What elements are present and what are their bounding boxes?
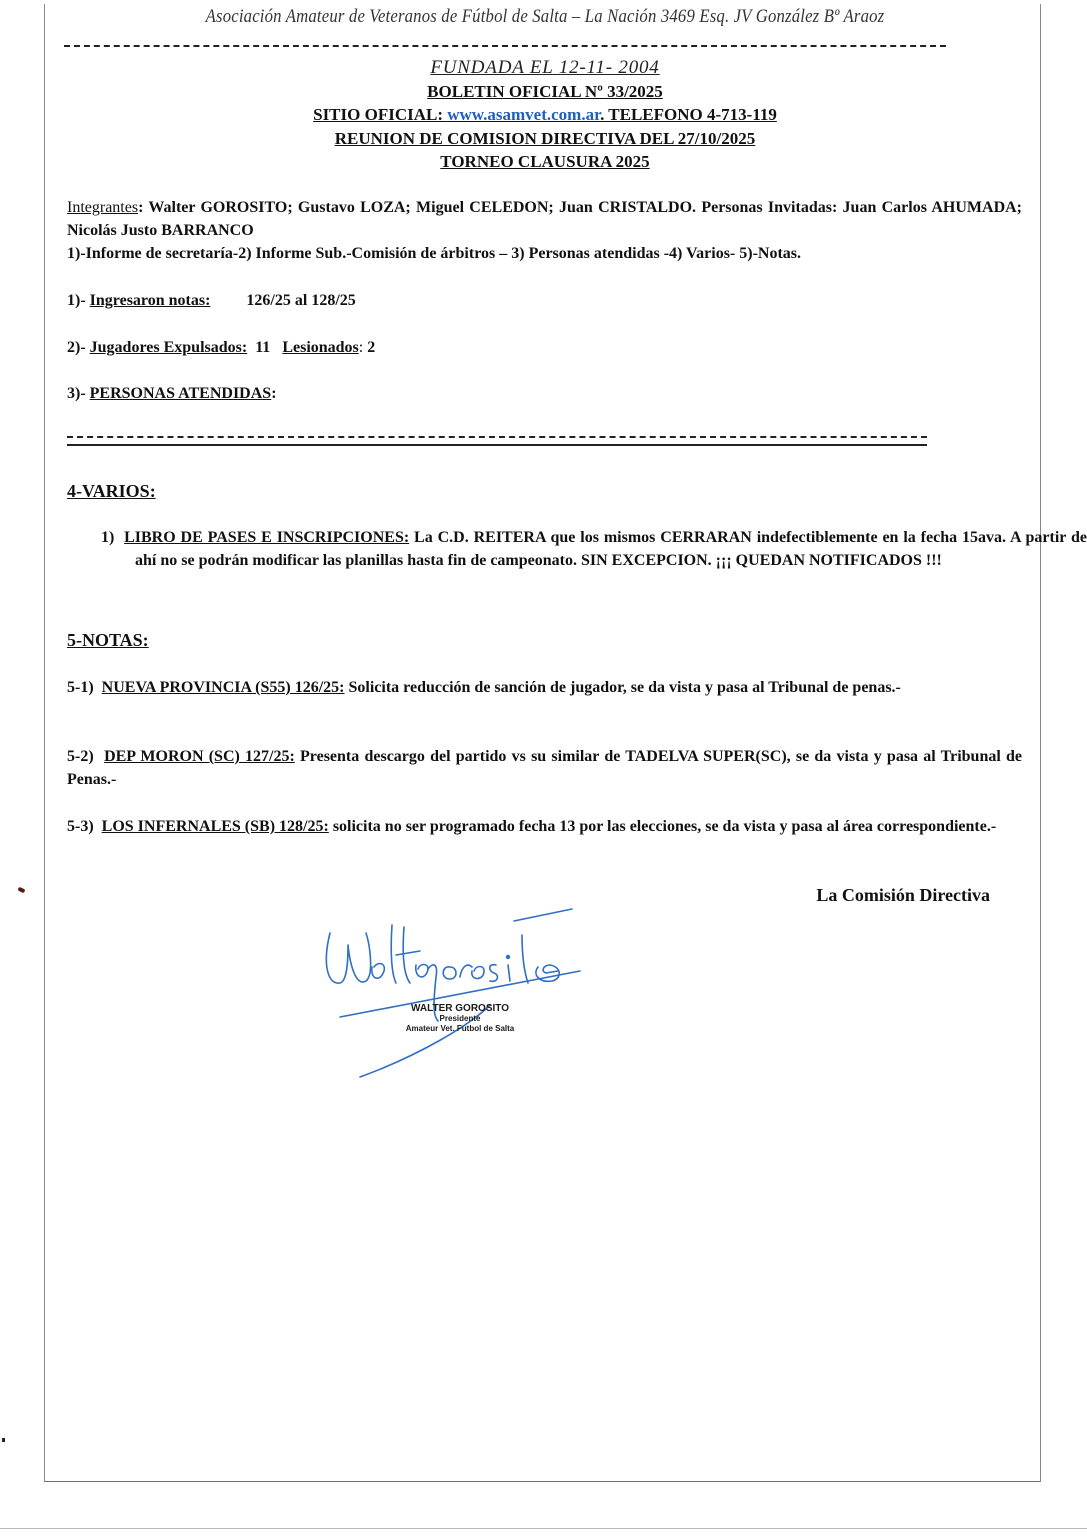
nota-label: LOS INFERNALES (SB) 128/25: (101, 818, 329, 835)
item-number: 2)- (67, 339, 90, 356)
stamp-organization: Amateur Vet. Futbol de Salta (405, 1024, 515, 1033)
notas-title (67, 629, 1022, 653)
nota-text: Solicita reducción de sanción de jugador, se da vista y pasa al Tribunal de penas.- (344, 679, 901, 696)
section-divider-solid (67, 444, 927, 446)
site-link[interactable]: www.asamvet.com.ar (447, 105, 601, 124)
bulletin-header (200, 56, 890, 174)
nota-item (67, 676, 1022, 699)
letterhead-divider (64, 45, 946, 47)
players-line (67, 336, 1022, 359)
item-number: 3)- (67, 385, 90, 402)
varios-title (67, 480, 1022, 504)
meeting-title: REUNION DE COMISION DIRECTIVA DEL 27/10/2025 (334, 128, 756, 148)
varios-item-number: 1) (101, 529, 115, 546)
founded-date: FUNDADA EL 12-11- 2004 (430, 57, 660, 78)
stamp-role: Presidente (439, 1014, 481, 1023)
section-divider-dashed (67, 436, 927, 438)
site-prefix: SITIO OFICIAL: (313, 105, 448, 124)
nota-item (67, 815, 1022, 838)
attended-line (67, 382, 1022, 405)
members-paragraph (67, 196, 1022, 242)
notes-received (67, 289, 1022, 312)
members-text: : Walter GOROSITO; Gustavo LOZA; Miguel CELEDON; Juan CRISTALDO. Personas Invitadas: Juan Carlos AHUMADA; Nicolás Justo BARRANCO (67, 199, 1022, 239)
expelled-label: Jugadores Expulsados: (89, 339, 248, 356)
scan-speck (17, 887, 25, 894)
injured-value: 2 (367, 339, 376, 356)
nota-label: DEP MORON (SC) 127/25: (104, 748, 295, 765)
tournament-title: TORNEO CLAUSURA 2025 (440, 152, 650, 171)
item-number: 1)- (67, 292, 90, 309)
notes-received-label: Ingresaron notas: (89, 292, 211, 309)
nota-text: Presenta descargo del partido vs su similar de TADELVA SUPER(SC), se da vista y pasa al Tribunal de Penas.- (67, 748, 1022, 788)
nota-number: 5-1) (67, 679, 102, 696)
attended-colon: : (271, 385, 277, 402)
site-line (200, 103, 890, 127)
scan-speck (2, 1438, 5, 1442)
varios-heading: 4-VARIOS: (67, 481, 156, 501)
injured-separator: : (358, 339, 368, 356)
attended-label: PERSONAS ATENDIDAS (89, 385, 272, 402)
agenda-line: 1)-Informe de secretaría-2) Informe Sub.-Comisión de árbitros – 3) Personas atendidas -4) Varios- 5)-Notas. (67, 245, 802, 262)
nota-text: solicita no ser programado fecha 13 por las elecciones, se da vista y pasa al área correspondiente.- (328, 818, 997, 835)
nota-item (67, 745, 1022, 791)
official-stamp (360, 1004, 560, 1034)
members-label: Integrantes (67, 199, 139, 216)
injured-label: Lesionados (282, 339, 359, 356)
letterhead: Asociación Amateur de Veteranos de Fútbol de Salta – La Nación 3469 Esq. JV González Bº Araoz (205, 6, 885, 27)
handwritten-signature (300, 905, 620, 1085)
nota-number: 5-2) (67, 748, 105, 765)
expelled-value: 11 (255, 339, 271, 356)
notas-heading: 5-NOTAS: (67, 630, 149, 650)
notes-received-value: 126/25 al 128/25 (246, 292, 356, 309)
bulletin-number: BOLETIN OFICIAL Nº 33/2025 (427, 81, 663, 101)
stamp-name: WALTER GOROSITO (411, 1003, 509, 1014)
scan-edge-line (0, 1528, 1087, 1529)
closing-signoff: La Comisión Directiva (816, 885, 990, 905)
varios-item-label: LIBRO DE PASES E INSCRIPCIONES: (124, 529, 410, 546)
nota-number: 5-3) (67, 818, 102, 835)
nota-label: NUEVA PROVINCIA (S55) 126/25: (101, 679, 345, 696)
phone-text: . TELEFONO 4-713-119 (600, 105, 777, 124)
varios-item (70, 526, 1087, 572)
varios-item-text: La C.D. REITERA que los mismos CERRARAN indefectiblemente en la fecha 15ava. A partir de ahí no se podrán modificar las planillas hasta fin de campeonato. SIN EXCEPCION. ¡¡¡ QUEDAN NOTIFICADOS !!! (135, 529, 1087, 569)
